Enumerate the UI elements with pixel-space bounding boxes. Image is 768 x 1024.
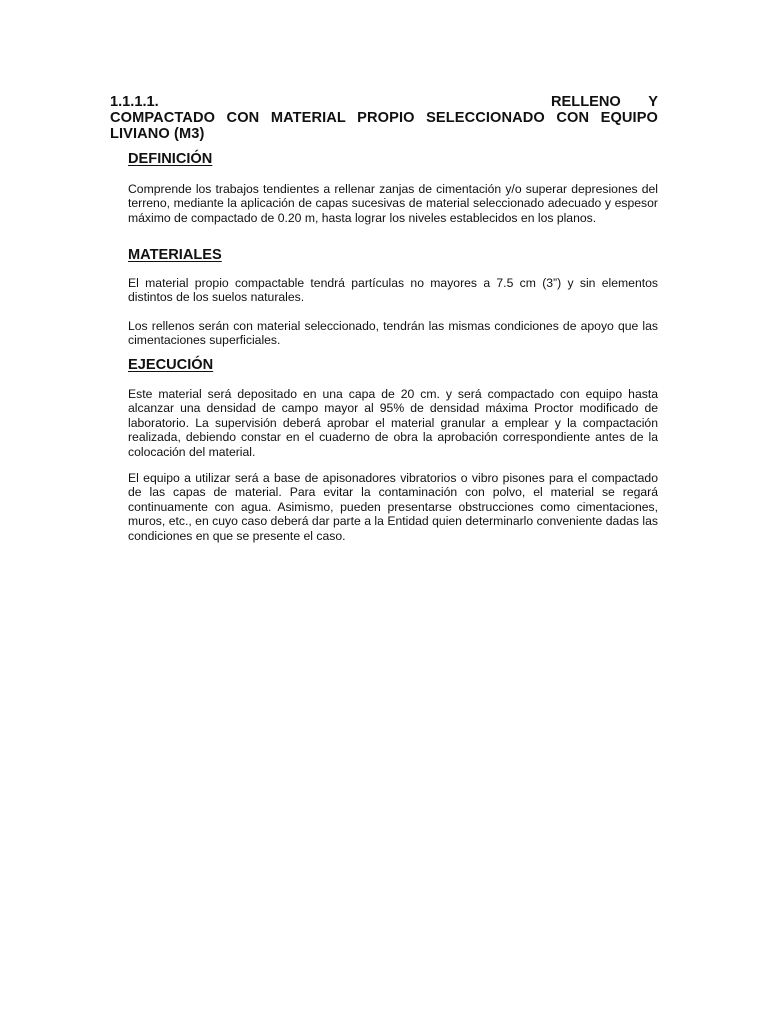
heading-ejecucion: EJECUCIÓN <box>128 357 214 373</box>
title-line-1 <box>110 94 658 110</box>
heading-definicion: DEFINICIÓN <box>128 151 213 167</box>
paragraph-ejecucion-1: Este material será depositado en una capa de 20 cm. y será compactado con equipo hasta alcanzar una densidad de campo mayor al 95% de densidad máxima Proctor modificado de laboratorio. La supervisión deberá aprobar el material granular a emplear y la compactación realizada, debiendo constar en el cuaderno de obra la aprobación correspondiente antes de la colocación del material. <box>128 387 658 459</box>
title-word-relleno: RELLENO <box>551 94 621 110</box>
paragraph-ejecucion-2: El equipo a utilizar será a base de apisonadores vibratorios o vibro pisones para el compactado de las capas de material. Para evitar la contaminación con polvo, el material se regará continuamente con agua. Asimismo, pueden presentarse obstrucciones como cimentaciones, muros, etc., en cuyo caso deberá dar parte a la Entidad quien determinarlo conveniente dadas las condiciones en que se presente el caso. <box>128 471 658 543</box>
heading-materiales: MATERIALES <box>128 247 222 263</box>
title-word-y: Y <box>648 94 658 110</box>
paragraph-materiales-1: El material propio compactable tendrá partículas no mayores a 7.5 cm (3”) y sin elementos distintos de los suelos naturales. <box>128 276 658 305</box>
section-title <box>110 94 658 142</box>
title-line-3: LIVIANO (M3) <box>110 126 205 142</box>
paragraph-definicion: Comprende los trabajos tendientes a rellenar zanjas de cimentación y/o superar depresiones del terreno, mediante la aplicación de capas sucesivas de material seleccionado adecuado y espesor máximo de compactado de 0.20 m, hasta lograr los niveles establecidos en los planos. <box>128 182 658 225</box>
title-line-2: COMPACTADO CON MATERIAL PROPIO SELECCIONADO CON EQUIPO <box>110 110 658 126</box>
title-words-right <box>551 94 658 110</box>
title-continuation <box>110 110 658 142</box>
section-number: 1.1.1.1. <box>110 94 159 110</box>
paragraph-materiales-2: Los rellenos serán con material seleccionado, tendrán las mismas condiciones de apoyo que las cimentaciones superficiales. <box>128 319 658 348</box>
